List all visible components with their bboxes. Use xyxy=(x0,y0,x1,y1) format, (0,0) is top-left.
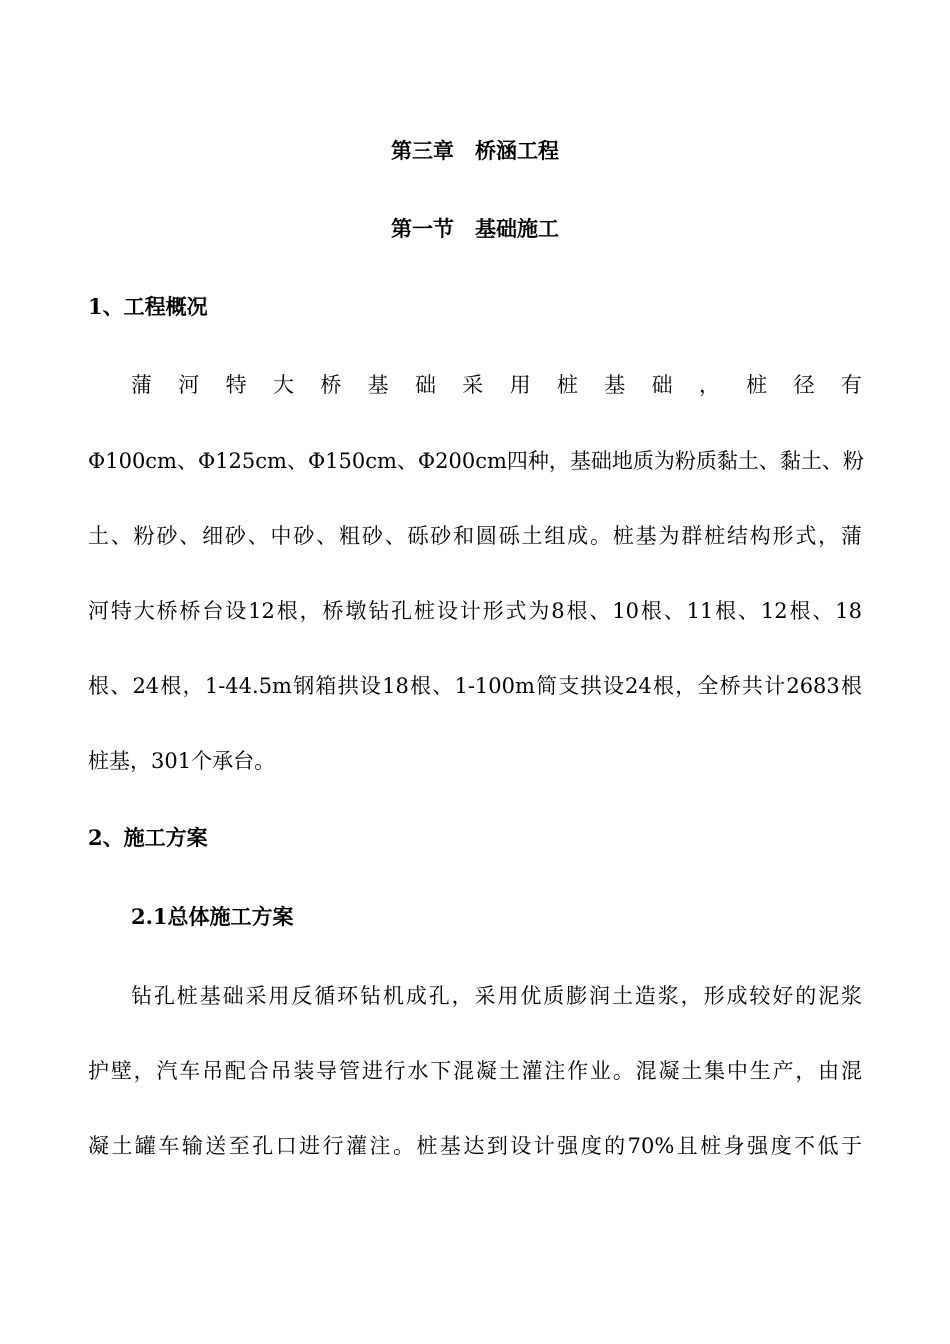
section-title: 第一节 基础施工 xyxy=(391,216,559,241)
heading-construction-plan: 2、施工方案 xyxy=(88,825,208,850)
paragraph-1-line-1-char: 河 xyxy=(178,373,200,397)
paragraph-1-line-1-char: 采 xyxy=(462,373,484,397)
paragraph-1-line-1-char: 用 xyxy=(509,373,531,397)
paragraph-1-line-1-char: 础 xyxy=(414,373,436,397)
paragraph-1-line-6: 桩基，301个承台。 xyxy=(88,749,276,773)
paragraph-1-line-1-char: 径 xyxy=(793,373,815,397)
paragraph-1-line-1-char: 基 xyxy=(604,373,626,397)
paragraph-1-line-1-char: 基 xyxy=(367,373,389,397)
paragraph-1-line-1-char: 桥 xyxy=(320,373,342,397)
paragraph-1-line-1-char: ， xyxy=(698,373,720,397)
paragraph-1-line-4: 河特大桥桥台设12根，桥墩钻孔桩设计形式为8根、10根、11根、12根、18 xyxy=(88,599,862,623)
paragraph-2-line-1: 钻孔桩基础采用反循环钻机成孔，采用优质膨润土造浆，形成较好的泥浆 xyxy=(131,984,862,1008)
chapter-title: 第三章 桥涵工程 xyxy=(391,138,559,163)
paragraph-1-line-1-char: 础 xyxy=(651,373,673,397)
heading-project-overview: 1、工程概况 xyxy=(88,294,208,319)
paragraph-1-line-1-char: 桩 xyxy=(746,373,768,397)
paragraph-1-line-3: 土、粉砂、细砂、中砂、粗砂、砾砂和圆砾土组成。桩基为群桩结构形式，蒲 xyxy=(88,524,862,548)
paragraph-1-line-5: 根、24根，1-44.5m钢箱拱设18根、1-100m简支拱设24根，全桥共计2683根 xyxy=(88,674,862,698)
heading-overall-construction-plan: 2.1总体施工方案 xyxy=(131,904,294,929)
paragraph-2-line-2: 护壁，汽车吊配合吊装导管进行水下混凝土灌注作业。混凝土集中生产，由混 xyxy=(88,1059,862,1083)
paragraph-1-line-1 xyxy=(131,370,862,400)
paragraph-1-line-1-char: 蒲 xyxy=(131,373,152,397)
paragraph-1-line-1-char: 大 xyxy=(272,373,294,397)
paragraph-1-line-1-char: 桩 xyxy=(556,373,578,397)
paragraph-1-line-1-char: 有 xyxy=(840,373,862,397)
paragraph-2-line-3: 凝土罐车输送至孔口进行灌注。桩基达到设计强度的70%且桩身强度不低于 xyxy=(88,1134,862,1158)
paragraph-1-line-2: Φ100cm、Φ125cm、Φ150cm、Φ200cm四种，基础地质为粉质黏土、黏土、粉 xyxy=(88,449,864,473)
paragraph-1-line-1-char: 特 xyxy=(225,373,247,397)
